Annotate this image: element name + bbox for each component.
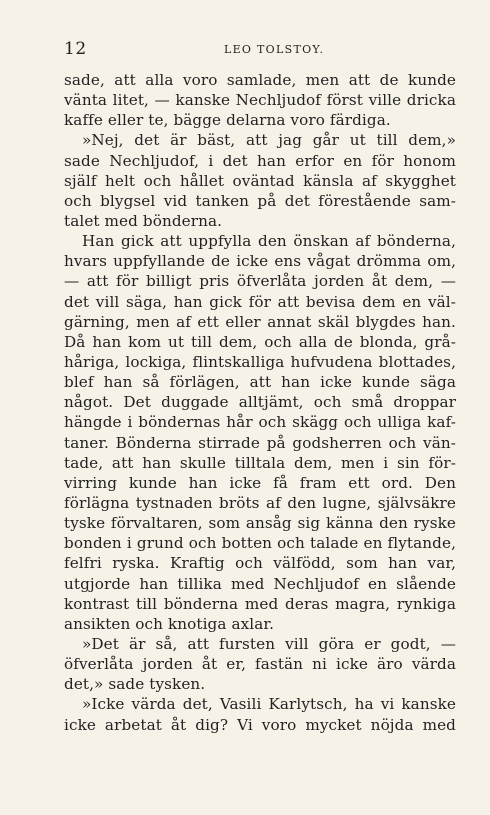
text-line: — att för billigt pris öfverlåta jorden åt dem, — (64, 272, 456, 291)
text-line: det vill säga, han gick för att bevisa dem en väl- (64, 292, 456, 311)
text-line: ansikten och knotiga axlar. (64, 614, 274, 633)
text-line: hvars uppfyllande de icke ens vågat drömma om, (64, 252, 456, 271)
text-line: tade, att han skulle tilltala dem, men i sin för- (64, 453, 456, 472)
text-line: »Nej, det är bäst, att jag går ut till dem,» (82, 131, 456, 150)
text-line: felfri ryska. Kraftig och välfödd, som han var, (64, 554, 456, 573)
text-line: taner. Bönderna stirrade på godsherren och vän- (64, 433, 456, 452)
text-line: förlägna tystnaden bröts af den lugne, självsäkre (64, 493, 456, 512)
text-line: öfverlåta jorden åt er, fastän ni icke äro värda (64, 655, 456, 674)
body-text (64, 70, 456, 735)
text-line: kontrast till bönderna med deras magra, rynkiga (64, 594, 456, 613)
text-line: »Det är så, att fursten vill göra er godt, — (82, 634, 456, 653)
text-line: gärning, men af ett eller annat skäl blygdes han. (64, 312, 456, 331)
text-line: utgjorde han tillika med Nechljudof en slående (64, 574, 456, 593)
text-line: virring kunde han icke få fram ett ord. Den (64, 473, 456, 492)
text-line: och blygsel vid tanken på det förestående sam- (64, 191, 456, 210)
text-line: »Icke värda det, Vasili Karlytsch, ha vi kanske (82, 695, 456, 714)
text-line: kaffe eller te, bägge delarna voro färdiga. (64, 111, 391, 130)
text-line: hängde i böndernas hår och skägg och ulliga kaf- (64, 413, 456, 432)
text-line: blef han så förlägen, att han icke kunde säga (64, 373, 456, 392)
text-line: det,» sade tysken. (64, 675, 206, 694)
text-line: tyske förvaltaren, som ansåg sig känna den ryske (64, 514, 456, 533)
text-line: själf helt och hållet oväntad känsla af skygghet (64, 171, 456, 190)
text-line: håriga, lockiga, flintskalliga hufvudena blottades, (64, 352, 456, 371)
running-head: LEO TOLSTOY. (224, 43, 325, 56)
text-line: bonden i grund och botten och talade en flytande, (64, 534, 456, 553)
text-line: Då han kom ut till dem, och alla de blonda, grå- (64, 332, 456, 351)
text-line: något. Det duggade alltjämt, och små droppar (64, 393, 456, 412)
page-number: 12 (64, 39, 87, 59)
text-line: icke arbetat åt dig? Vi voro mycket nöjda med (64, 715, 456, 734)
text-line: talet med bönderna. (64, 211, 223, 230)
text-line: Han gick att uppfylla den önskan af bönderna, (82, 232, 456, 251)
text-line: vänta litet, — kanske Nechljudof först ville dricka (64, 91, 456, 110)
text-line: sade, att alla voro samlade, men att de kunde (64, 71, 456, 89)
text-line: sade Nechljudof, i det han erfor en för honom (64, 151, 456, 170)
page-header (64, 40, 428, 60)
